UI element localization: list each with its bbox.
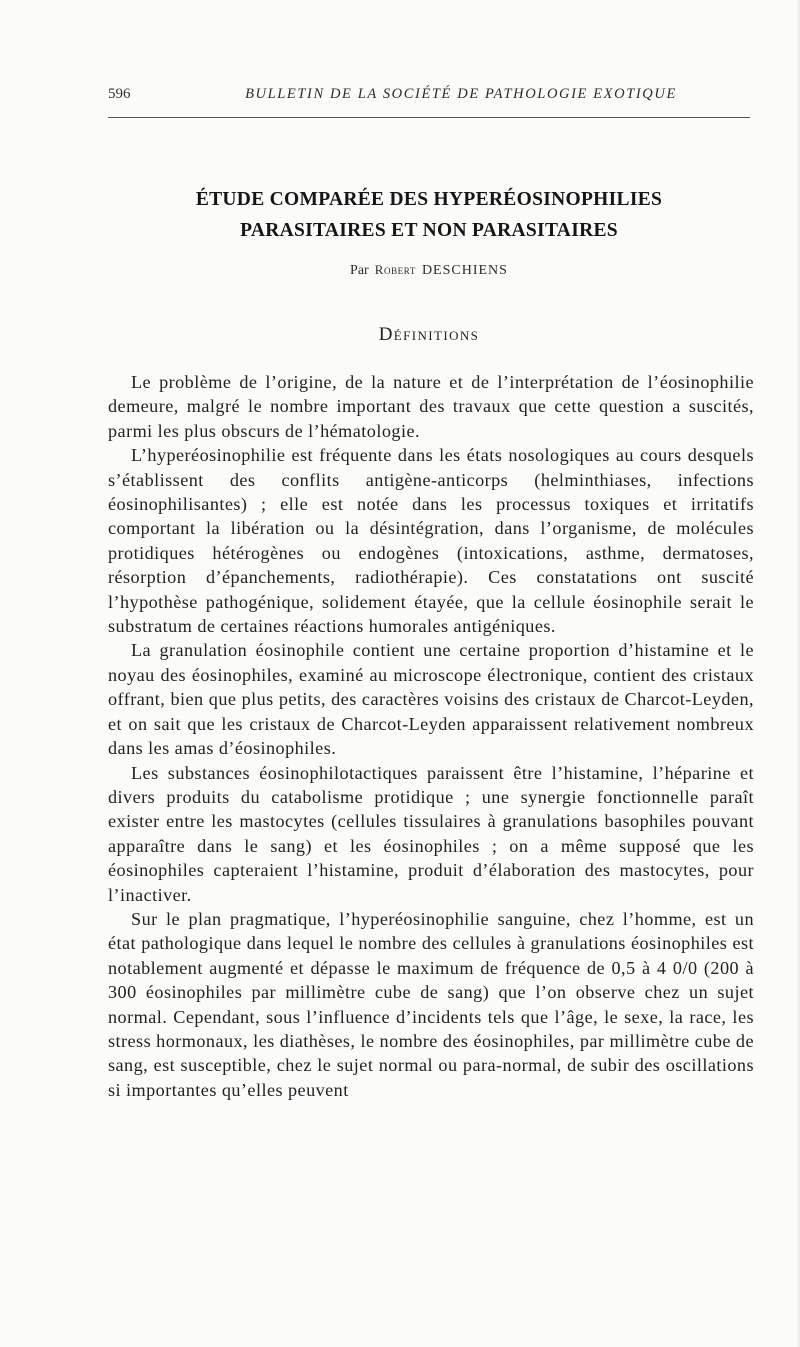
article-title (108, 184, 750, 246)
paragraph: Le problème de l’origine, de la nature et de l’interprétation de l’éosinophilie demeure, malgré le nombre important des travaux que cette question a suscités, parmi les plus obscurs de l’hématologie. (108, 372, 754, 441)
article-title-line-2: PARASITAIRES ET NON PARASITAIRES (240, 220, 618, 241)
author-prefix: Par (350, 263, 369, 278)
author-first-name: Robert (374, 262, 416, 277)
paragraph: La granulation éosinophile contient une certaine proportion d’histamine et le noyau des éosinophiles, examiné au microscope électronique, contient des cristaux offrant, bien que plus petits, des caractères voisins des cristaux de Charcot-Leyden, et on sait que les cristaux de Charcot-Leyden apparaissent relativement nombreux dans les amas d’éosinophiles. (108, 640, 754, 759)
author-line (108, 262, 750, 279)
header-rule (108, 117, 750, 118)
page-number: 596 (108, 86, 131, 102)
author-last-name: DESCHIENS (421, 263, 508, 278)
article-body (108, 370, 754, 1102)
page-edge-shadow (796, 0, 800, 1347)
journal-title: BULLETIN DE LA SOCIÉTÉ DE PATHOLOGIE EXOTIQUE (245, 86, 677, 102)
paragraph: Les substances éosinophilotactiques paraissent être l’histamine, l’héparine et divers produits du catabolisme protidique ; une synergie fonctionnelle paraît exister entre les mastocytes (cellules tissulaires à granulations basophiles pouvant apparaître dans le sang) et les éosinophiles ; on a même supposé que les éosinophiles capteraient l’histamine, produit d’élaboration des mastocytes, pour l’inactiver. (108, 762, 754, 905)
running-header (108, 86, 750, 116)
section-heading: Définitions (378, 324, 480, 345)
paragraph: Sur le plan pragmatique, l’hyperéosinophilie sanguine, chez l’homme, est un état pathologique dans lequel le nombre des cellules à granulations éosinophiles est notablement augmenté et dépasse le maximum de fréquence de 0,5 à 4 0/0 (200 à 300 éosinophiles par millimètre cube de sang) que l’on observe chez un sujet normal. Cependant, sous l’influence d’incidents tels que l’âge, le sexe, la race, les stress hormonaux, les diathèses, le nombre des éosinophiles, par millimètre cube de sang, est susceptible, chez le sujet normal ou para-normal, de subir des oscillations si importantes qu’elles peuvent (108, 908, 754, 1100)
paragraph: L’hyperéosinophilie est fréquente dans les états nosologiques au cours desquels s’établissent des conflits antigène-anticorps (helminthiases, infections éosinophilisantes) ; elle est notée dans les processus toxiques et irritatifs comportant la libération ou la désintégration, dans l’organisme, de molécules protidiques hétérogènes ou endogènes (intoxications, asthme, dermatoses, résorption d’épanchements, radiothérapie). Ces constatations ont suscité l’hypothèse pathogénique, solidement étayée, que la cellule éosinophile serait le substratum de certaines réactions humorales antigéniques. (108, 445, 754, 637)
article-title-line-1: ÉTUDE COMPARÉE DES HYPERÉOSINOPHILIES (195, 189, 663, 210)
